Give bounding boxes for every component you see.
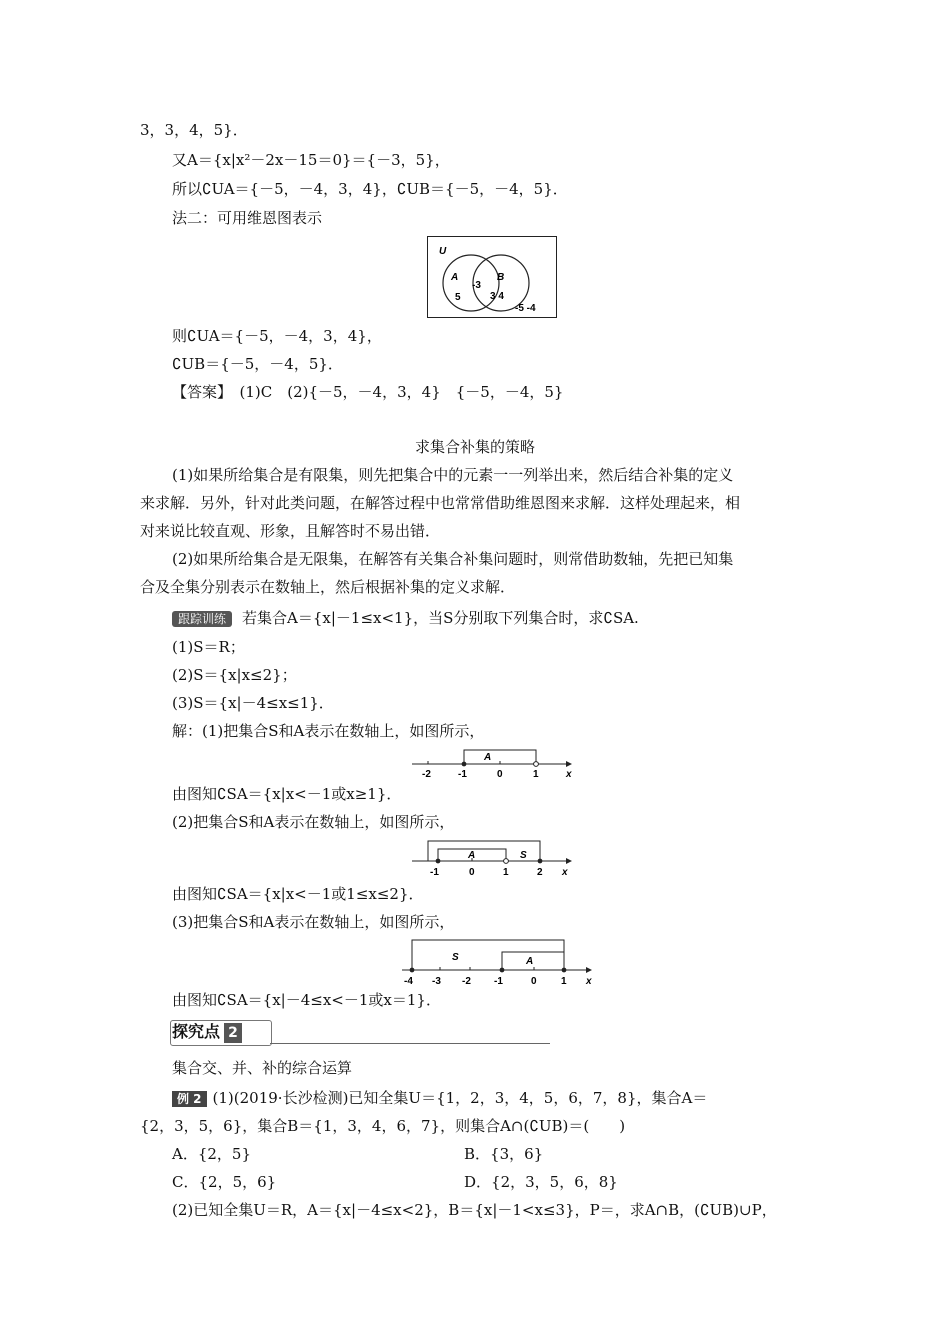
venn-b-label: B	[497, 272, 505, 283]
topic-line: 集合交、并、补的综合运算	[172, 1059, 353, 1077]
text-line: 由图知∁SA＝{x|－4≤x<－1或x＝1}．	[172, 991, 441, 1009]
axis3-set-s: S	[452, 952, 459, 963]
axis3-tick: 1	[561, 976, 567, 986]
text-line: ∁UB＝{－5，－4，5}．	[172, 355, 343, 373]
text-line: 解：(1)把集合S和A表示在数轴上，如图所示，	[172, 722, 485, 740]
axis3-tick: -1	[494, 976, 503, 986]
axis2-x-label: x	[562, 867, 568, 877]
track-training-label: 跟踪训练	[172, 611, 232, 627]
example-text: (1)(2019·长沙检测)已知全集U＝{1，2，3，4，5，6，7，8}，集合A＝	[212, 1089, 708, 1107]
axis2-tick: -1	[430, 867, 439, 877]
text-line: 所以∁UA＝{－5，－4，3，4}，∁UB＝{－5，－4，5}．	[172, 180, 568, 198]
axis3-x-label: x	[586, 976, 592, 986]
option-d: D．{2，3，5，6，8}	[464, 1173, 618, 1191]
section-header	[170, 1020, 550, 1046]
axis1-tick: -2	[422, 769, 431, 780]
venn-diagram	[427, 236, 557, 318]
text-line: (3)S＝{x|－4≤x≤1}．	[172, 694, 334, 712]
section-title-text: 探究点	[172, 1022, 221, 1041]
text-line: 由图知∁SA＝{x|x<－1或x≥1}．	[172, 785, 402, 803]
axis1-x-label: x	[566, 769, 572, 780]
axis2-tick: 2	[537, 867, 543, 877]
option-b: B．{3，6}	[464, 1145, 544, 1163]
example-label: 例 2	[172, 1091, 207, 1107]
number-line-2	[408, 839, 578, 877]
axis2-tick: 1	[503, 867, 509, 877]
example-line	[172, 1088, 707, 1108]
number-line-3	[398, 938, 598, 986]
option-c: C．{2，5，6}	[172, 1173, 277, 1191]
text-line: 则∁UA＝{－5，－4，3，4}，	[172, 327, 382, 345]
text-line: 由图知∁SA＝{x|x<－1或1≤x≤2}．	[172, 885, 424, 903]
text-line: 合及全集分别表示在数轴上，然后根据补集的定义求解．	[140, 578, 516, 596]
axis2-set-a: A	[468, 850, 476, 861]
venn-b-only: 3 4	[490, 291, 504, 302]
axis3-tick: -2	[462, 976, 471, 986]
venn-a-only: 5	[455, 292, 461, 303]
axis1-set-a: A	[484, 752, 492, 763]
section-rule	[270, 1043, 550, 1044]
strategy-title: 求集合补集的策略	[414, 438, 535, 456]
axis3-tick: -4	[404, 976, 413, 986]
axis2-tick: 0	[469, 867, 475, 877]
axis3-tick: -3	[432, 976, 441, 986]
track-question-text: 若集合A＝{x|－1≤x<1}，当S分别取下列集合时，求∁SA.	[242, 609, 639, 627]
axis1-tick: 1	[533, 769, 539, 780]
text-line: (2)如果所给集合是无限集，在解答有关集合补集问题时，则常借助数轴，先把已知集	[172, 550, 734, 568]
text-line: 法二：可用维恩图表示	[172, 209, 323, 227]
axis2-set-s: S	[520, 850, 527, 861]
venn-outside: -5 -4	[515, 303, 536, 314]
section-title	[170, 1020, 242, 1044]
text-line: 又A＝{x|x²－2x－15＝0}＝{－3，5}，	[172, 151, 450, 169]
venn-u-label: U	[439, 246, 447, 257]
axis1-tick: 0	[497, 769, 503, 780]
text-line: (2)S＝{x|x≤2}；	[172, 666, 297, 684]
axis1-tick: -1	[458, 769, 467, 780]
axis3-tick: 0	[531, 976, 537, 986]
venn-a-label: A	[451, 272, 459, 283]
answer-line: 【答案】 (1)C (2){－5，－4，3，4} {－5，－4，5}	[172, 383, 564, 401]
text-line: 3，3，4，5}．	[140, 121, 248, 139]
text-line: (3)把集合S和A表示在数轴上，如图所示，	[172, 913, 455, 931]
number-line-1	[408, 746, 578, 780]
venn-intersection: -3	[472, 280, 481, 291]
option-a: A．{2，5}	[172, 1145, 252, 1163]
text-line: (1)如果所给集合是有限集，则先把集合中的元素一一列举出来，然后结合补集的定义	[172, 466, 734, 484]
section-number: 2	[224, 1023, 242, 1043]
axis3-set-a: A	[526, 956, 534, 967]
text-line: 对来说比较直观、形象，且解答时不易出错．	[140, 522, 441, 540]
text-line: (1)S＝R；	[172, 638, 245, 656]
text-line: (2)把集合S和A表示在数轴上，如图所示，	[172, 813, 455, 831]
text-line: (2)已知全集U＝R，A＝{x|－4≤x<2}，B＝{x|－1<x≤3}，P＝，求A∩B，(∁UB)∪P，	[172, 1201, 777, 1219]
text-line: {2，3，5，6}，集合B＝{1，3，4，6，7}，则集合A∩(∁UB)＝( )	[140, 1117, 626, 1135]
text-line: 来求解．另外，针对此类问题，在解答过程中也常常借助维恩图来求解．这样处理起来，相	[140, 494, 741, 512]
track-question	[172, 608, 639, 628]
